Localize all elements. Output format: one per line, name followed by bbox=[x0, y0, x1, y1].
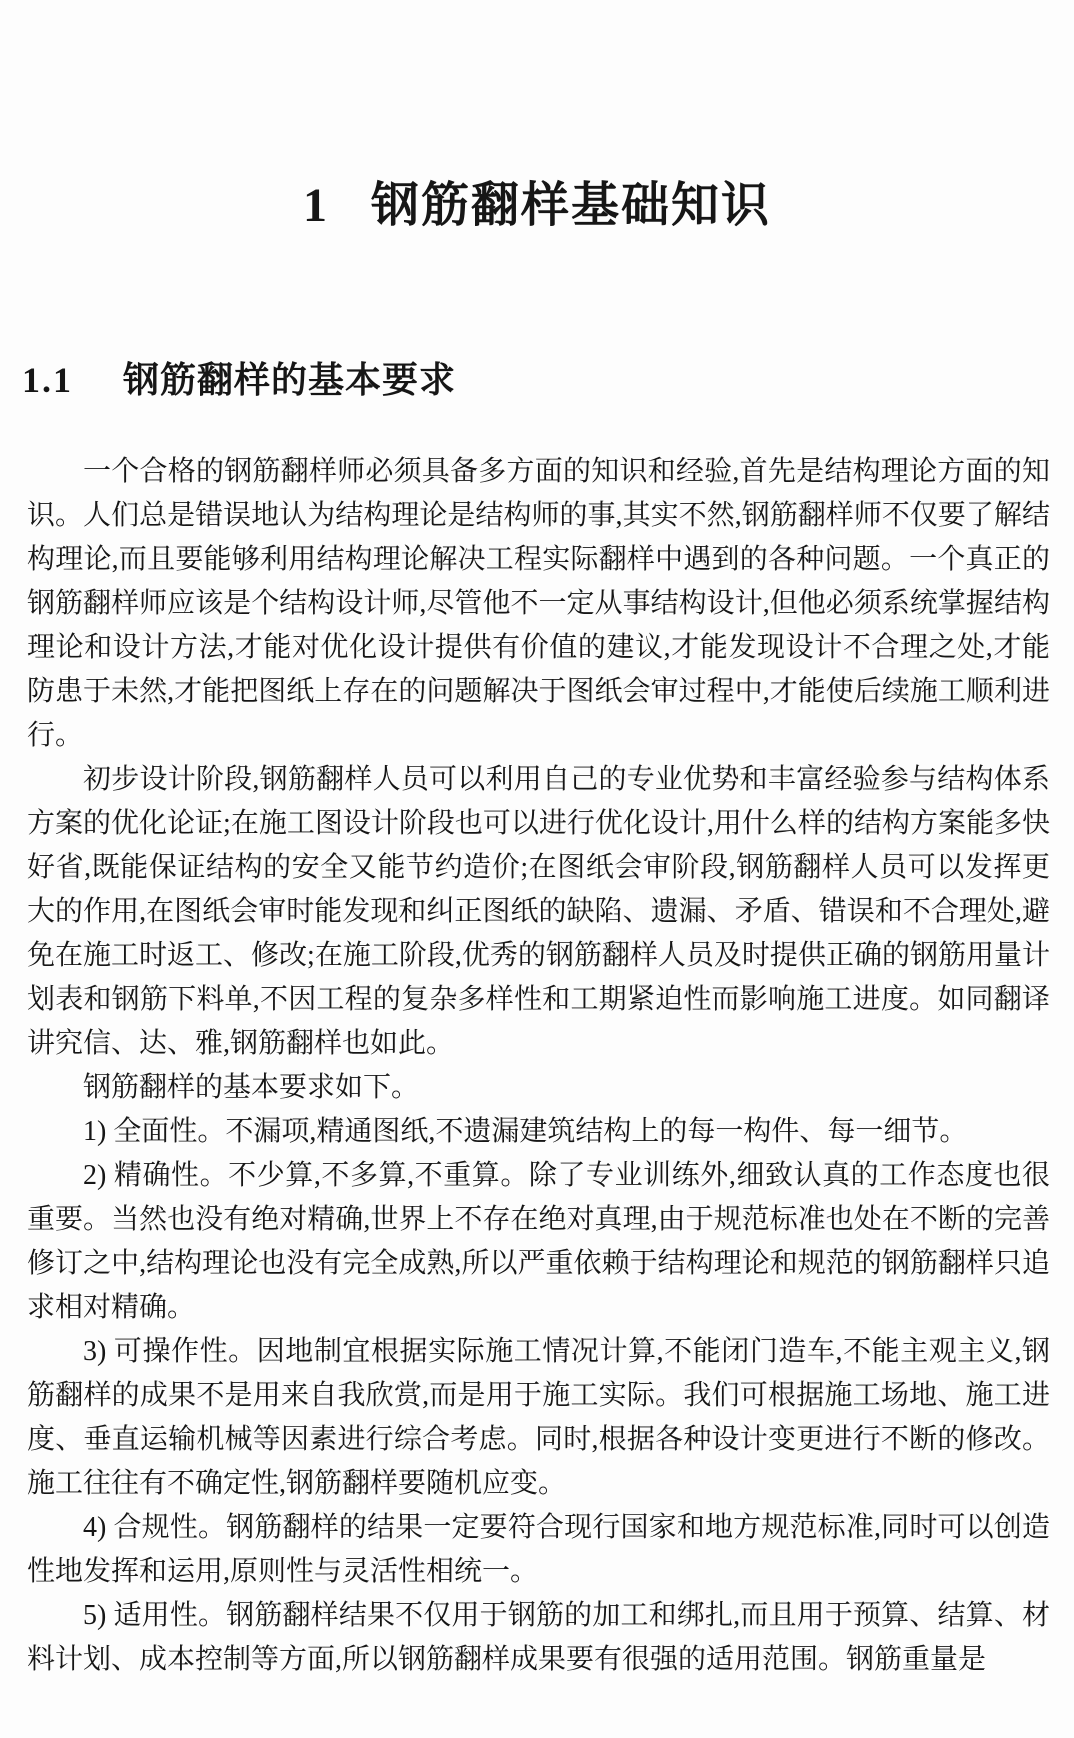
chapter-title: 钢筋翻样基础知识 bbox=[370, 179, 771, 232]
paragraph-requirements-lead: 钢筋翻样的基本要求如下。 bbox=[83, 1072, 420, 1103]
chapter-heading bbox=[0, 0, 1074, 232]
requirement-item-4: 4) 合规性。钢筋翻样的结果一定要符合现行国家和地方规范标准,同时可以创造性地发挥和运用,原则性与灵活性相统一。 bbox=[27, 1512, 1050, 1587]
requirement-item-3: 3) 可操作性。因地制宜根据实际施工情况计算,不能闭门造车,不能主观主义,钢筋翻样的成果不是用来自我欣赏,而是用于施工实际。我们可根据施工场地、施工进度、垂直运输机械等因素进行综合考虑。同时,根据各种设计变更进行不断的修改。施工往往有不确定性,钢筋翻样要随机应变。 bbox=[27, 1336, 1051, 1499]
section-heading bbox=[22, 360, 1074, 400]
paragraph-intro: 一个合格的钢筋翻样师必须具备多方面的知识和经验,首先是结构理论方面的知识。人们总是错误地认为结构理论是结构师的事,其实不然,钢筋翻样师不仅要了解结构理论,而且要能够利用结构理论解决工程实际翻样中遇到的各种问题。一个真正的钢筋翻样师应该是个结构设计师,尽管他不一定从事结构设计,但他必须系统掌握结构理论和设计方法,才能对优化设计提供有价值的建议,才能发现设计不合理之处,才能防患于未然,才能把图纸上存在的问题解决于图纸会审过程中,才能使后续施工顺利进行。 bbox=[27, 456, 1050, 751]
requirement-item-2: 2) 精确性。不少算,不多算,不重算。除了专业训练外,细致认真的工作态度也很重要。当然也没有绝对精确,世界上不存在绝对真理,由于规范标准也处在不断的完善修订之中,结构理论也没有完全成熟,所以严重依赖于结构理论和规范的钢筋翻样只追求相对精确。 bbox=[27, 1160, 1050, 1323]
requirement-item-5: 5) 适用性。钢筋翻样结果不仅用于钢筋的加工和绑扎,而且用于预算、结算、材料计划、成本控制等方面,所以钢筋翻样成果要有很强的适用范围。钢筋重量是 bbox=[27, 1600, 1050, 1675]
body-text bbox=[27, 450, 1050, 1682]
section-title: 钢筋翻样的基本要求 bbox=[123, 360, 457, 400]
section-number: 1.1 bbox=[22, 360, 73, 400]
chapter-number: 1 bbox=[302, 179, 329, 232]
requirement-item-1: 1) 全面性。不漏项,精通图纸,不遗漏建筑结构上的每一构件、每一细节。 bbox=[83, 1116, 968, 1147]
paragraph-design-stages: 初步设计阶段,钢筋翻样人员可以利用自己的专业优势和丰富经验参与结构体系方案的优化论证;在施工图设计阶段也可以进行优化设计,用什么样的结构方案能多快好省,既能保证结构的安全又能节约造价;在图纸会审阶段,钢筋翻样人员可以发挥更大的作用,在图纸会审时能发现和纠正图纸的缺陷、遗漏、矛盾、错误和不合理处,避免在施工时返工、修改;在施工阶段,优秀的钢筋翻样人员及时提供正确的钢筋用量计划表和钢筋下料单,不因工程的复杂多样性和工期紧迫性而影响施工进度。如同翻译讲究信、达、雅,钢筋翻样也如此。 bbox=[27, 764, 1050, 1059]
